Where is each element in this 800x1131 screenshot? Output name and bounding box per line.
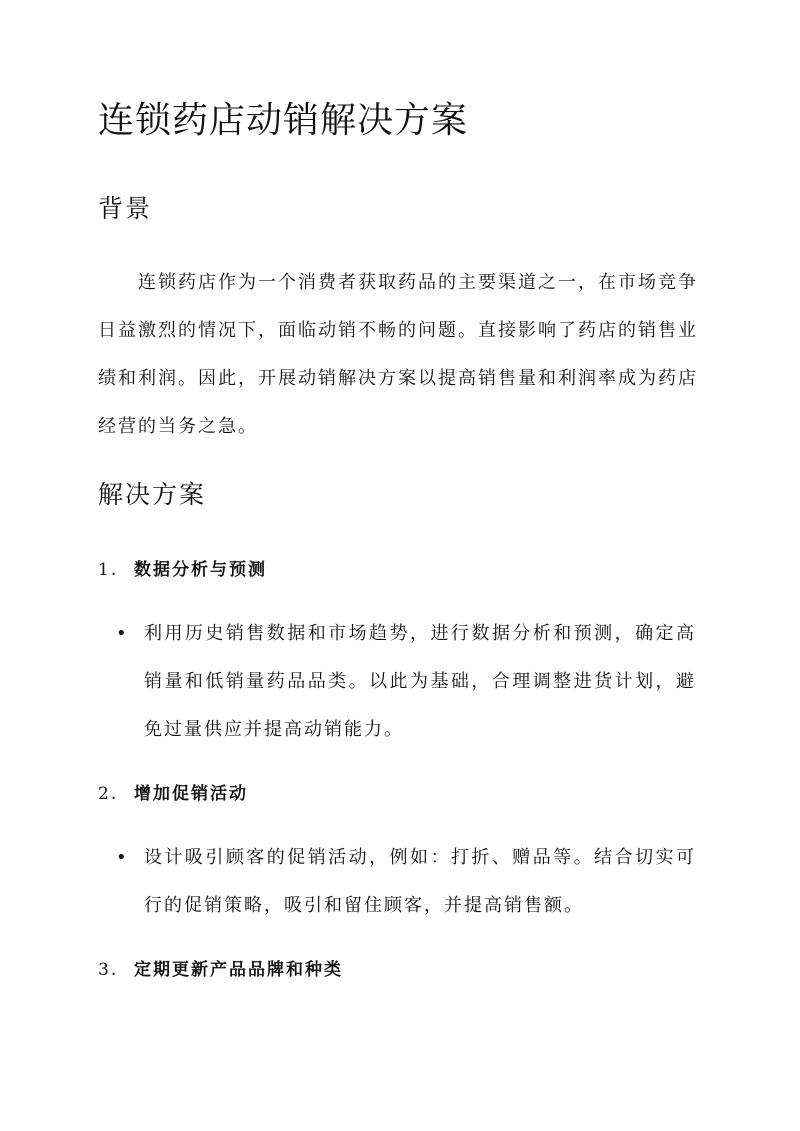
background-paragraph: 连锁药店作为一个消费者获取药品的主要渠道之一，在市场竞争日益激烈的情况下，面临动销不畅的问题。直接影响了药店的销售业绩和利润。因此，开展动销解决方案以提高销售量和利润率成为药店经营的当务之急。 bbox=[98, 272, 698, 437]
solution-item-bullet-2 bbox=[116, 834, 696, 930]
document-title: 连锁药店动销解决方案 bbox=[98, 100, 469, 141]
bullet-icon: • bbox=[116, 847, 127, 868]
solution-item-bullet-1 bbox=[116, 610, 696, 754]
item-title: 定期更新产品品牌和种类 bbox=[134, 960, 343, 980]
section-heading-background: 背景 bbox=[98, 194, 153, 223]
bullet-icon: • bbox=[116, 623, 127, 644]
section-heading-solutions: 解决方案 bbox=[98, 480, 207, 509]
solution-item-heading-2 bbox=[98, 780, 248, 808]
item-title: 增加促销活动 bbox=[134, 784, 248, 804]
solution-item-heading-3 bbox=[98, 956, 343, 984]
bullet-text: 利用历史销售数据和市场趋势，进行数据分析和预测，确定高销量和低销量药品品类。以此为基础，合理调整进货计划，避免过量供应并提高动销能力。 bbox=[144, 623, 696, 740]
item-number: 2. bbox=[98, 784, 119, 804]
item-number: 1. bbox=[98, 560, 119, 580]
solution-item-heading-1 bbox=[98, 556, 267, 584]
bullet-text: 设计吸引顾客的促销活动，例如：打折、赠品等。结合切实可行的促销策略，吸引和留住顾客，并提高销售额。 bbox=[144, 847, 696, 916]
item-title: 数据分析与预测 bbox=[134, 560, 267, 580]
item-number: 3. bbox=[98, 960, 119, 980]
